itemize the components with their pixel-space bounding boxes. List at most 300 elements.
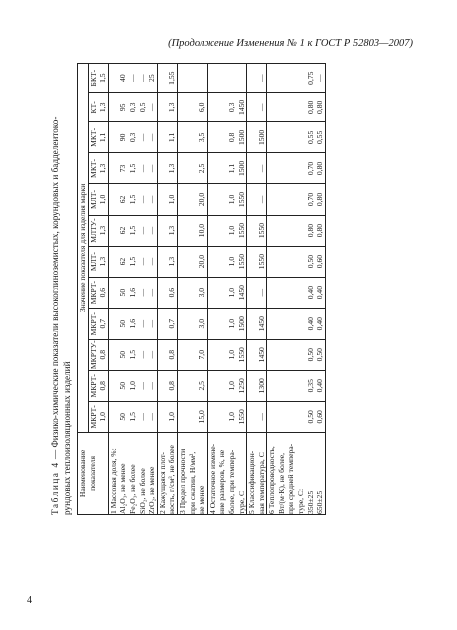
value-line bbox=[158, 122, 168, 152]
value-line: 7,0 bbox=[197, 349, 207, 360]
value-cell bbox=[108, 246, 157, 277]
value-line: 1,3 bbox=[167, 256, 177, 267]
grade-header-cell bbox=[88, 122, 108, 153]
value-line: 0,40 bbox=[305, 317, 315, 331]
value-line: 0,35 bbox=[305, 379, 315, 393]
value-line bbox=[296, 278, 306, 308]
property-label-line: ние размеров, %, не bbox=[217, 449, 227, 514]
value-line bbox=[208, 278, 218, 308]
value-line: 1,1 bbox=[167, 132, 177, 143]
value-line: — bbox=[147, 381, 157, 390]
value-line bbox=[277, 402, 287, 432]
grade-group-header: Значение показателя для изделия марки bbox=[78, 64, 89, 433]
property-cell bbox=[247, 432, 267, 514]
value-line bbox=[197, 64, 207, 92]
value-line: — bbox=[137, 133, 147, 142]
value-line bbox=[296, 64, 306, 92]
value-line: 0,50 bbox=[305, 348, 315, 362]
value-line bbox=[158, 247, 168, 277]
property-label-line: при сжатии, Н/мм², bbox=[187, 451, 197, 514]
value-line bbox=[267, 371, 277, 401]
value-cell bbox=[108, 184, 157, 215]
value-line bbox=[217, 340, 227, 370]
value-cell bbox=[177, 93, 207, 122]
value-line bbox=[237, 64, 247, 92]
grade-header-cell bbox=[88, 339, 108, 370]
value-line: 0,80 bbox=[315, 161, 325, 176]
value-line: 50 bbox=[118, 288, 128, 297]
value-cell bbox=[267, 370, 326, 401]
value-line bbox=[267, 184, 277, 214]
value-cell bbox=[267, 93, 326, 122]
value-line: 0,55 bbox=[315, 130, 325, 145]
value-line: 1450 bbox=[236, 99, 246, 115]
value-line: — bbox=[137, 319, 147, 328]
grade-number: 0,6 bbox=[98, 287, 108, 298]
value-line bbox=[286, 309, 296, 339]
value-line: 0,40 bbox=[305, 285, 315, 300]
grade-number: 1,0 bbox=[98, 412, 108, 422]
grade-name: МКРТ- bbox=[88, 280, 98, 305]
value-line bbox=[178, 247, 188, 277]
value-line bbox=[286, 402, 296, 432]
value-line bbox=[188, 93, 198, 121]
value-cell bbox=[108, 370, 157, 401]
value-cell bbox=[247, 277, 267, 308]
value-line: — bbox=[137, 381, 147, 390]
value-line bbox=[247, 93, 257, 121]
table-row bbox=[177, 64, 207, 515]
value-line: 1,0 bbox=[226, 225, 236, 236]
value-line bbox=[188, 216, 198, 246]
value-line bbox=[158, 216, 168, 246]
value-line bbox=[109, 184, 119, 214]
value-line: 1,3 bbox=[167, 225, 177, 236]
property-label-line: туре, С bbox=[236, 490, 246, 514]
grade-name: МКРТУ- bbox=[88, 340, 98, 370]
table-row bbox=[267, 64, 326, 515]
value-cell bbox=[157, 184, 177, 215]
grade-number: 1,3 bbox=[98, 102, 108, 113]
grade-header-cell bbox=[88, 308, 108, 339]
value-line: 2,5 bbox=[197, 163, 207, 174]
value-cell bbox=[267, 339, 326, 370]
value-line bbox=[178, 184, 188, 214]
value-line bbox=[267, 122, 277, 152]
value-cell bbox=[108, 215, 157, 246]
value-cell bbox=[157, 93, 177, 122]
value-line bbox=[286, 184, 296, 214]
value-cell bbox=[247, 64, 267, 93]
value-line: 1,0 bbox=[226, 287, 236, 298]
value-line bbox=[217, 402, 227, 432]
value-line: 1,0 bbox=[226, 256, 236, 267]
value-line: 0,80 bbox=[315, 223, 325, 238]
value-line bbox=[158, 340, 168, 370]
value-line bbox=[267, 340, 277, 370]
value-cell bbox=[157, 215, 177, 246]
value-line: 0,55 bbox=[305, 130, 315, 145]
value-cell bbox=[108, 401, 157, 432]
value-line bbox=[217, 153, 227, 183]
value-line: 0,80 bbox=[315, 192, 325, 207]
value-cell bbox=[247, 401, 267, 432]
value-line bbox=[247, 216, 257, 246]
grade-name: МКТ- bbox=[88, 127, 98, 147]
grade-header-cell bbox=[88, 401, 108, 432]
value-line: 3,0 bbox=[197, 287, 207, 298]
grade-number: 1,3 bbox=[98, 256, 108, 267]
value-line bbox=[188, 278, 198, 308]
value-line bbox=[109, 278, 119, 308]
value-cell bbox=[108, 153, 157, 184]
value-cell bbox=[247, 215, 267, 246]
value-line bbox=[208, 371, 218, 401]
grade-name: МЛТ- bbox=[88, 189, 98, 210]
value-line: 62 bbox=[118, 257, 128, 266]
value-line: 0,60 bbox=[315, 254, 325, 269]
value-cell bbox=[267, 184, 326, 215]
value-line: 1250 bbox=[236, 378, 246, 394]
property-label-line: Вт/(м·К), не более, bbox=[276, 452, 286, 514]
value-line bbox=[217, 64, 227, 92]
grade-name: МКТ- bbox=[88, 158, 98, 178]
value-line bbox=[296, 216, 306, 246]
value-line: 1,1 bbox=[226, 163, 236, 174]
value-line: 1,5 bbox=[127, 412, 137, 422]
table-caption-line2: рундовых теплоизоляционных изделий bbox=[61, 361, 72, 515]
value-cell bbox=[207, 215, 246, 246]
value-cell bbox=[177, 401, 207, 432]
value-cell bbox=[267, 308, 326, 339]
value-cell bbox=[247, 184, 267, 215]
value-cell bbox=[207, 246, 246, 277]
value-line bbox=[286, 340, 296, 370]
value-line bbox=[277, 247, 287, 277]
value-line: — bbox=[147, 133, 157, 142]
value-cell bbox=[247, 93, 267, 122]
value-line bbox=[286, 93, 296, 121]
value-cell bbox=[177, 153, 207, 184]
value-line bbox=[208, 153, 218, 183]
value-cell bbox=[157, 370, 177, 401]
value-line: — bbox=[137, 288, 147, 297]
value-line: 1500 bbox=[236, 160, 246, 177]
value-line bbox=[158, 184, 168, 214]
value-line bbox=[208, 216, 218, 246]
value-cell bbox=[207, 64, 246, 93]
table-caption-text: — Физико-химические показатели высокоглиноземистых, корундовых и бадделеитоко- bbox=[50, 116, 60, 462]
value-line: 1,5 bbox=[127, 163, 137, 174]
value-line: — bbox=[147, 319, 157, 328]
value-line: — bbox=[147, 288, 157, 297]
value-line bbox=[277, 93, 287, 121]
value-line bbox=[277, 340, 287, 370]
value-line bbox=[158, 93, 168, 121]
value-line bbox=[217, 371, 227, 401]
property-cell bbox=[108, 432, 157, 514]
value-line bbox=[286, 122, 296, 152]
value-cell bbox=[177, 64, 207, 93]
value-line: 62 bbox=[118, 195, 128, 204]
value-line: 1,0 bbox=[226, 194, 236, 205]
grade-number: 1,5 bbox=[98, 73, 108, 83]
value-line: 1550 bbox=[236, 347, 246, 363]
value-line bbox=[188, 309, 198, 339]
grade-header-cell bbox=[88, 153, 108, 184]
property-label-line: SiO₂, не более bbox=[137, 468, 147, 514]
value-line bbox=[217, 278, 227, 308]
value-cell bbox=[157, 64, 177, 93]
value-line: — bbox=[137, 195, 147, 204]
value-line: — bbox=[147, 195, 157, 204]
value-line bbox=[296, 309, 306, 339]
value-line: 0,80 bbox=[305, 223, 315, 238]
value-cell bbox=[108, 64, 157, 93]
value-line: — bbox=[256, 195, 266, 204]
value-line: 6,0 bbox=[197, 102, 207, 113]
value-line bbox=[296, 340, 306, 370]
value-line: 0,80 bbox=[305, 100, 315, 114]
value-line bbox=[217, 247, 227, 277]
table-row bbox=[108, 64, 157, 515]
value-line: 0,50 bbox=[305, 254, 315, 269]
grade-number: 0,8 bbox=[98, 349, 108, 360]
grade-header-cell bbox=[88, 64, 108, 93]
value-line bbox=[247, 153, 257, 183]
value-line: — bbox=[256, 288, 266, 297]
value-cell bbox=[177, 277, 207, 308]
value-line bbox=[286, 153, 296, 183]
value-line bbox=[109, 340, 119, 370]
value-line bbox=[286, 371, 296, 401]
value-cell bbox=[207, 122, 246, 153]
value-line: 0,8 bbox=[226, 132, 236, 143]
value-cell bbox=[177, 339, 207, 370]
value-line: 50 bbox=[118, 319, 128, 328]
value-line bbox=[267, 216, 277, 246]
grade-number: 1,3 bbox=[98, 163, 108, 174]
value-line bbox=[247, 402, 257, 432]
value-line: 0,50 bbox=[305, 410, 315, 424]
value-line bbox=[158, 402, 168, 432]
value-line bbox=[158, 64, 168, 92]
grade-number: 0,8 bbox=[98, 381, 108, 391]
value-line: 1550 bbox=[256, 222, 266, 239]
page-number: 4 bbox=[27, 595, 32, 606]
value-line: 0,40 bbox=[315, 379, 325, 393]
value-line: 0,3 bbox=[226, 102, 236, 113]
value-cell bbox=[177, 215, 207, 246]
value-line: 3,5 bbox=[197, 132, 207, 143]
value-line bbox=[109, 93, 119, 121]
value-line: 1450 bbox=[236, 285, 246, 301]
value-line: 0,40 bbox=[315, 285, 325, 300]
value-line: 1500 bbox=[236, 316, 246, 332]
value-line: — bbox=[256, 413, 266, 421]
value-line: 1450 bbox=[256, 347, 266, 363]
value-line bbox=[188, 402, 198, 432]
value-line bbox=[158, 278, 168, 308]
value-line bbox=[277, 184, 287, 214]
grade-number: 1,3 bbox=[98, 225, 108, 236]
value-line: — bbox=[147, 103, 157, 112]
value-line bbox=[267, 402, 277, 432]
value-line bbox=[267, 93, 277, 121]
value-line: 62 bbox=[118, 226, 128, 235]
table-row bbox=[247, 64, 267, 515]
value-cell bbox=[247, 153, 267, 184]
value-line bbox=[109, 309, 119, 339]
value-line bbox=[296, 402, 306, 432]
value-line: 1450 bbox=[256, 316, 266, 332]
value-cell bbox=[157, 401, 177, 432]
value-line: 1,55 bbox=[167, 71, 177, 85]
value-cell bbox=[247, 122, 267, 153]
grade-header-cell bbox=[88, 246, 108, 277]
value-line: 2,5 bbox=[197, 381, 207, 391]
value-line bbox=[227, 64, 237, 92]
grade-header-cell bbox=[88, 184, 108, 215]
value-line bbox=[247, 371, 257, 401]
grade-name: МЛТ- bbox=[88, 252, 98, 272]
value-line bbox=[286, 278, 296, 308]
property-label-line: 350±25 bbox=[305, 490, 315, 514]
property-label-line: 4 Остаточное измене- bbox=[207, 443, 217, 514]
value-cell bbox=[267, 401, 326, 432]
value-line: 25 bbox=[147, 74, 157, 82]
grade-number: 1,0 bbox=[98, 194, 108, 205]
grade-number: 0,7 bbox=[98, 318, 108, 329]
value-line: 0,7 bbox=[167, 318, 177, 329]
value-line: 1,0 bbox=[167, 194, 177, 205]
value-cell bbox=[207, 339, 246, 370]
value-line: 0,80 bbox=[315, 100, 325, 114]
value-line bbox=[178, 93, 188, 121]
value-line bbox=[208, 122, 218, 152]
value-cell bbox=[108, 339, 157, 370]
value-line bbox=[178, 309, 188, 339]
value-line: — bbox=[256, 164, 266, 173]
value-cell bbox=[267, 153, 326, 184]
property-label-line: при средней темпера- bbox=[286, 443, 296, 514]
value-line: 1,0 bbox=[226, 412, 236, 422]
value-line: 1,3 bbox=[167, 102, 177, 113]
property-label-line: 3 Предел прочности bbox=[177, 448, 187, 514]
value-line: — bbox=[256, 74, 266, 82]
value-line bbox=[217, 122, 227, 152]
value-line: — bbox=[137, 74, 147, 82]
value-line: 1550 bbox=[236, 254, 246, 270]
value-line: 1500 bbox=[236, 129, 246, 145]
value-line bbox=[188, 122, 198, 152]
value-line bbox=[296, 122, 306, 152]
value-line bbox=[247, 184, 257, 214]
value-line: — bbox=[147, 257, 157, 266]
value-cell bbox=[247, 308, 267, 339]
value-line: 0,8 bbox=[167, 349, 177, 360]
value-line bbox=[247, 247, 257, 277]
value-line: — bbox=[147, 226, 157, 235]
value-line: 1,0 bbox=[127, 381, 137, 391]
value-line: 0,60 bbox=[315, 410, 325, 424]
value-line bbox=[208, 340, 218, 370]
grade-header-cell bbox=[88, 277, 108, 308]
value-line: — bbox=[256, 103, 266, 112]
value-line bbox=[217, 93, 227, 121]
value-line bbox=[296, 247, 306, 277]
property-label-line: ная температура, С bbox=[256, 452, 266, 514]
value-line bbox=[109, 247, 119, 277]
value-line bbox=[109, 122, 119, 152]
property-column-header: Наименование показателя bbox=[78, 432, 109, 514]
properties-table bbox=[77, 63, 326, 515]
value-cell bbox=[157, 277, 177, 308]
value-line: 20,0 bbox=[197, 192, 207, 207]
value-line bbox=[277, 371, 287, 401]
value-line: 0,75 bbox=[305, 71, 315, 85]
value-line bbox=[267, 309, 277, 339]
value-line bbox=[286, 64, 296, 92]
value-line: 1550 bbox=[236, 222, 246, 239]
value-line: 0,3 bbox=[127, 102, 137, 113]
value-line: 1550 bbox=[236, 191, 246, 208]
value-line: 1,6 bbox=[127, 318, 137, 329]
value-line bbox=[217, 309, 227, 339]
value-line bbox=[277, 216, 287, 246]
value-cell bbox=[267, 215, 326, 246]
grade-name: БКТ- bbox=[88, 69, 98, 87]
value-line: 1,0 bbox=[226, 381, 236, 391]
value-line bbox=[109, 216, 119, 246]
value-line bbox=[277, 309, 287, 339]
value-line bbox=[188, 340, 198, 370]
property-cell bbox=[157, 432, 177, 514]
value-cell bbox=[207, 370, 246, 401]
value-cell bbox=[157, 122, 177, 153]
rotated-table-block bbox=[50, 61, 430, 515]
value-line: 3,0 bbox=[197, 318, 207, 329]
value-line: 0,5 bbox=[137, 102, 147, 113]
value-line bbox=[267, 278, 277, 308]
value-line bbox=[217, 184, 227, 214]
value-line bbox=[178, 122, 188, 152]
value-cell bbox=[207, 93, 246, 122]
value-line bbox=[247, 309, 257, 339]
property-label-line: ZrO₂, не менее bbox=[147, 466, 157, 514]
value-line bbox=[296, 93, 306, 121]
value-line bbox=[217, 216, 227, 246]
value-line bbox=[208, 402, 218, 432]
value-line: 50 bbox=[118, 381, 128, 390]
value-line bbox=[178, 216, 188, 246]
value-line bbox=[178, 402, 188, 432]
value-cell bbox=[247, 339, 267, 370]
grade-header-cell bbox=[88, 93, 108, 122]
value-cell bbox=[177, 246, 207, 277]
value-line: 1500 bbox=[256, 129, 266, 145]
value-line: — bbox=[127, 74, 137, 82]
value-line: — bbox=[137, 164, 147, 173]
value-cell bbox=[267, 64, 326, 93]
value-line: 1,3 bbox=[167, 163, 177, 174]
value-line bbox=[109, 64, 119, 92]
value-line: 1,5 bbox=[127, 225, 137, 236]
value-line: 1550 bbox=[236, 409, 246, 425]
value-line: — bbox=[137, 226, 147, 235]
value-line bbox=[296, 184, 306, 214]
value-line: — bbox=[137, 257, 147, 266]
